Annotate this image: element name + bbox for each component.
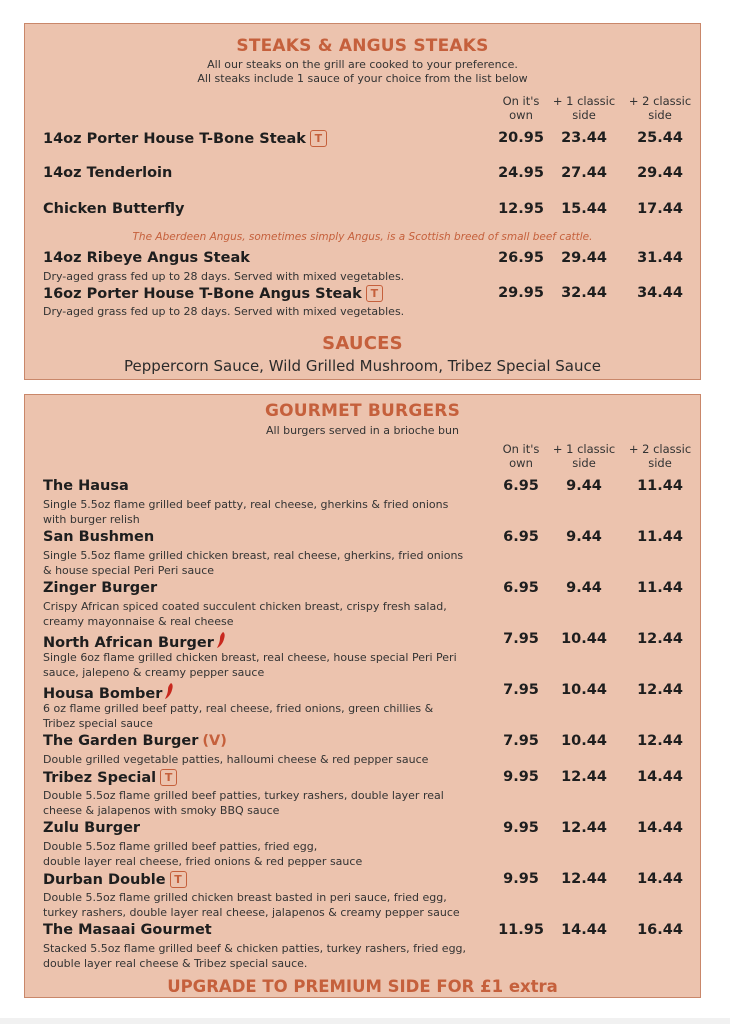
price-one-side: 9.44 xyxy=(566,580,602,596)
sauces-list: Peppercorn Sauce, Wild Grilled Mushroom, Tribez Special Sauce xyxy=(124,357,601,375)
desc-line: sauce, jalepeno & creamy pepper sauce xyxy=(43,666,265,679)
menu-item-desc xyxy=(43,839,503,869)
menu-item-desc xyxy=(43,497,503,527)
price-two-sides: 12.44 xyxy=(637,631,683,647)
price-own: 9.95 xyxy=(503,871,539,887)
sauces-title: SAUCES xyxy=(322,333,403,354)
price-one-side: 14.44 xyxy=(561,922,607,938)
menu-item-desc: Dry-aged grass fed up to 28 days. Served with mixed vegetables. xyxy=(43,270,405,283)
desc-line: Double 5.5oz flame grilled beef patties, fried egg, xyxy=(43,840,318,853)
col-head-two-sides xyxy=(623,442,697,470)
menu-item-name xyxy=(43,631,226,651)
t-badge-icon: T xyxy=(160,769,177,786)
menu-item-name: Zulu Burger xyxy=(43,820,141,836)
price-one-side: 12.44 xyxy=(561,820,607,836)
col-head-two-line2: side xyxy=(648,456,672,470)
price-own: 29.95 xyxy=(498,285,544,301)
price-own: 7.95 xyxy=(503,733,539,749)
col-head-one-line2: side xyxy=(572,108,596,122)
menu-item-name xyxy=(43,682,174,702)
desc-line: with burger relish xyxy=(43,513,140,526)
steaks-subtitle-1: All our steaks on the grill are cooked to your preference. xyxy=(207,58,518,71)
price-own: 12.95 xyxy=(498,201,544,217)
col-head-two-line2: side xyxy=(648,108,672,122)
desc-line: Double 5.5oz flame grilled chicken breast basted in peri sauce, fried egg, xyxy=(43,891,447,904)
price-one-side: 10.44 xyxy=(561,631,607,647)
price-own: 6.95 xyxy=(503,580,539,596)
menu-item-desc xyxy=(43,941,503,971)
price-two-sides: 25.44 xyxy=(637,130,683,146)
item-name-text: 14oz Porter House T-Bone Steak xyxy=(43,131,306,147)
price-two-sides: 11.44 xyxy=(637,580,683,596)
price-two-sides: 14.44 xyxy=(637,820,683,836)
menu-item-desc xyxy=(43,788,503,818)
desc-line: double layer real cheese, fried onions & red pepper sauce xyxy=(43,855,363,868)
desc-line: Double grilled vegetable patties, halloumi cheese & red pepper sauce xyxy=(43,753,429,766)
price-own: 26.95 xyxy=(498,250,544,266)
price-two-sides: 11.44 xyxy=(637,529,683,545)
price-one-side: 12.44 xyxy=(561,871,607,887)
desc-line: Single 5.5oz flame grilled chicken breast, real cheese, gherkins, fried onions xyxy=(43,549,464,562)
page-bottom-strip xyxy=(0,1018,730,1024)
price-one-side: 29.44 xyxy=(561,250,607,266)
col-head-own-line2: own xyxy=(509,456,533,470)
price-own: 11.95 xyxy=(498,922,544,938)
price-two-sides: 29.44 xyxy=(637,165,683,181)
desc-line: 6 oz flame grilled beef patty, real cheese, fried onions, green chillies & xyxy=(43,702,434,715)
price-one-side: 9.44 xyxy=(566,529,602,545)
price-own: 7.95 xyxy=(503,682,539,698)
price-one-side: 32.44 xyxy=(561,285,607,301)
desc-line: Double 5.5oz flame grilled beef patties, turkey rashers, double layer real xyxy=(43,789,444,802)
burgers-subtitle: All burgers served in a brioche bun xyxy=(266,424,459,437)
price-two-sides: 12.44 xyxy=(637,682,683,698)
price-two-sides: 14.44 xyxy=(637,769,683,785)
desc-line: turkey rashers, double layer real cheese, jalapenos & creamy pepper sauce xyxy=(43,906,460,919)
menu-item-name xyxy=(43,769,177,786)
col-head-one-line1: + 1 classic xyxy=(552,442,616,456)
price-one-side: 10.44 xyxy=(561,682,607,698)
menu-item-desc: Dry-aged grass fed up to 28 days. Served with mixed vegetables. xyxy=(43,305,405,318)
menu-item-desc xyxy=(43,890,503,920)
price-two-sides: 11.44 xyxy=(637,478,683,494)
menu-item-desc xyxy=(43,701,503,731)
price-own: 20.95 xyxy=(498,130,544,146)
desc-line: creamy mayonnaise & real cheese xyxy=(43,615,234,628)
menu-item-name xyxy=(43,285,383,302)
burgers-panel xyxy=(24,394,701,998)
chili-icon xyxy=(164,682,174,700)
col-head-one-line1: + 1 classic xyxy=(552,94,616,108)
menu-item-name: San Bushmen xyxy=(43,529,155,545)
desc-line: Single 6oz flame grilled chicken breast, real cheese, house special Peri Peri xyxy=(43,651,457,664)
price-own: 9.95 xyxy=(503,820,539,836)
col-head-one-line2: side xyxy=(572,456,596,470)
price-two-sides: 16.44 xyxy=(637,922,683,938)
menu-item-desc xyxy=(43,752,503,767)
chili-icon xyxy=(216,631,226,649)
t-badge-icon: T xyxy=(170,871,187,888)
col-head-one-side xyxy=(547,94,621,122)
price-one-side: 27.44 xyxy=(561,165,607,181)
price-one-side: 15.44 xyxy=(561,201,607,217)
menu-item-name xyxy=(43,130,327,147)
steaks-title: STEAKS & ANGUS STEAKS xyxy=(236,36,489,56)
col-head-own-line1: On it's xyxy=(502,94,540,108)
item-name-text: Durban Double xyxy=(43,872,166,888)
price-own: 6.95 xyxy=(503,478,539,494)
desc-line: & house special Peri Peri sauce xyxy=(43,564,215,577)
price-two-sides: 17.44 xyxy=(637,201,683,217)
menu-item-desc xyxy=(43,650,503,680)
desc-line: Tribez special sauce xyxy=(43,717,153,730)
item-name-text: 16oz Porter House T-Bone Angus Steak xyxy=(43,286,362,302)
menu-item-name: 14oz Tenderloin xyxy=(43,165,173,181)
menu-item-name: The Hausa xyxy=(43,478,129,494)
item-name-text: The Garden Burger xyxy=(43,733,199,749)
price-two-sides: 12.44 xyxy=(637,733,683,749)
item-name-text: Housa Bomber xyxy=(43,686,163,702)
price-two-sides: 31.44 xyxy=(637,250,683,266)
vegetarian-label: (V) xyxy=(202,733,227,749)
col-head-two-line1: + 2 classic xyxy=(628,94,692,108)
price-own: 9.95 xyxy=(503,769,539,785)
menu-item-name xyxy=(43,871,187,888)
menu-item-desc xyxy=(43,548,503,578)
desc-line: Single 5.5oz flame grilled beef patty, real cheese, gherkins & fried onions xyxy=(43,498,449,511)
desc-line: double layer real cheese & Tribez special sauce. xyxy=(43,957,308,970)
menu-item-name xyxy=(43,733,227,749)
menu-item-name: The Masaai Gourmet xyxy=(43,922,212,938)
col-head-one-side xyxy=(547,442,621,470)
item-name-text: Tribez Special xyxy=(43,770,157,786)
menu-item-name: Chicken Butterfly xyxy=(43,201,185,217)
price-two-sides: 34.44 xyxy=(637,285,683,301)
col-head-own-line2: own xyxy=(509,108,533,122)
t-badge-icon: T xyxy=(366,285,383,302)
desc-line: cheese & jalapenos with smoky BBQ sauce xyxy=(43,804,280,817)
menu-item-name: Zinger Burger xyxy=(43,580,158,596)
desc-line: Crispy African spiced coated succulent chicken breast, crispy fresh salad, xyxy=(43,600,447,613)
price-one-side: 10.44 xyxy=(561,733,607,749)
price-own: 6.95 xyxy=(503,529,539,545)
price-one-side: 23.44 xyxy=(561,130,607,146)
price-two-sides: 14.44 xyxy=(637,871,683,887)
angus-note: The Aberdeen Angus, sometimes simply Angus, is a Scottish breed of small beef cattle. xyxy=(132,231,593,243)
steaks-panel xyxy=(24,23,701,380)
menu-item-desc xyxy=(43,599,503,629)
col-head-two-sides xyxy=(623,94,697,122)
price-one-side: 12.44 xyxy=(561,769,607,785)
desc-line: Stacked 5.5oz flame grilled beef & chicken patties, turkey rashers, fried egg, xyxy=(43,942,467,955)
price-one-side: 9.44 xyxy=(566,478,602,494)
burgers-title: GOURMET BURGERS xyxy=(264,401,461,421)
price-own: 24.95 xyxy=(498,165,544,181)
menu-item-name: 14oz Ribeye Angus Steak xyxy=(43,250,250,266)
upgrade-banner: UPGRADE TO PREMIUM SIDE FOR £1 extra xyxy=(167,977,558,996)
price-own: 7.95 xyxy=(503,631,539,647)
steaks-subtitle-2: All steaks include 1 sauce of your choice from the list below xyxy=(197,72,528,85)
t-badge-icon: T xyxy=(310,130,327,147)
col-head-two-line1: + 2 classic xyxy=(628,442,692,456)
item-name-text: North African Burger xyxy=(43,635,214,651)
col-head-own-line1: On it's xyxy=(502,442,540,456)
